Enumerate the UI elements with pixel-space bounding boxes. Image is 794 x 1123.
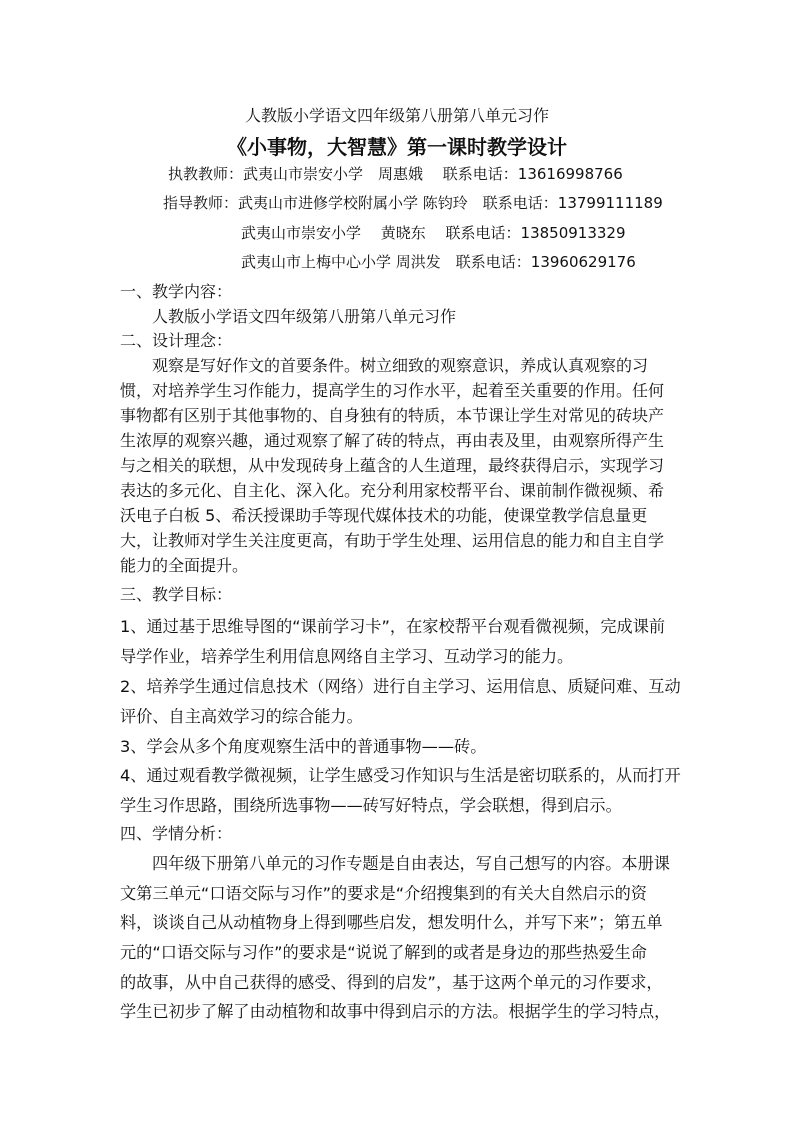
analysis-line: 元的“口语交际与习作”的要求是“说说了解到的或者是身边的那些热爱生命 — [120, 943, 647, 962]
paragraph-line: 生浓厚的观察兴趣，通过观察了解了砖的特点，再由表及里，由观察所得产生 — [120, 431, 665, 450]
paragraph-line: 惯，对培养学生习作能力，提高学生的习作水平，起着至关重要的作用。任何 — [120, 381, 665, 400]
teacher-info: 执教教师：武夷山市崇安小学 周惠娥 联系电话：13616998766 — [168, 165, 623, 183]
analysis-line: 四年级下册第八单元的习作专题是自由表达，写自己想写的内容。本册课 — [152, 854, 670, 873]
goal-line: 4、通过观看教学微视频，让学生感受习作知识与生活是密切联系的，从而打开 — [120, 766, 681, 785]
goal-line: 导学作业，培养学生利用信息网络自主学习、互动学习的能力。 — [120, 647, 574, 666]
goal-line: 3、学会从多个角度观察生活中的普通事物——砖。 — [120, 737, 487, 756]
analysis-line: 的故事，从中自己获得的感受、得到的启发”，基于这两个单元的习作要求， — [120, 973, 663, 992]
document-subtitle: 人教版小学语文四年级第八册第八单元习作 — [244, 106, 549, 125]
advisor-info-1: 指导教师：武夷山市进修学校附属小学 陈钧玲 联系电话：13799111189 — [163, 194, 663, 212]
advisor-info-3: 武夷山市上梅中心小学 周洪发 联系电话：13960629176 — [241, 253, 636, 271]
document-title: 《小事物，大智慧》第一课时教学设计 — [227, 135, 567, 159]
paragraph-line: 观察是写好作文的首要条件。树立细致的观察意识，养成认真观察的习 — [152, 356, 649, 375]
section-heading-content: 一、教学内容： — [120, 282, 233, 301]
paragraph-line: 大，让教师对学生关注度更高，有助于学生处理、运用信息的能力和自主自学 — [120, 531, 665, 550]
section-text-content: 人教版小学语文四年级第八册第八单元习作 — [152, 307, 457, 326]
section-heading-analysis: 四、学情分析： — [120, 824, 233, 843]
paragraph-line: 与之相关的联想，从中发现砖身上蕴含的人生道理，最终获得启示，实现学习 — [120, 456, 665, 475]
paragraph-line: 事物都有区别于其他事物的、自身独有的特质，本节课让学生对常见的砖块产 — [120, 406, 665, 425]
goal-line: 学生习作思路，围绕所选事物——砖写好特点，学会联想，得到启示。 — [120, 796, 622, 815]
advisor-info-2: 武夷山市崇安小学 黄晓东 联系电话：13850913329 — [241, 224, 626, 242]
goal-line: 1、通过基于思维导图的“课前学习卡”，在家校帮平台观看微视频，完成课前 — [120, 617, 666, 636]
paragraph-line: 沃电子白板 5、希沃授课助手等现代媒体技术的功能，使课堂教学信息量更 — [120, 506, 648, 525]
analysis-line: 料，谈谈自己从动植物身上得到哪些启发，想发明什么，并写下来”；第五单 — [120, 913, 663, 932]
section-heading-goals: 三、教学目标： — [120, 585, 233, 604]
paragraph-line: 表达的多元化、自主化、深入化。充分利用家校帮平台、课前制作微视频、希 — [120, 481, 665, 500]
goal-line: 评价、自主高效学习的综合能力。 — [120, 707, 363, 726]
paragraph-line: 能力的全面提升。 — [120, 556, 249, 575]
section-heading-concept: 二、设计理念： — [120, 331, 233, 350]
analysis-line: 学生已初步了解了由动植物和故事中得到启示的方法。根据学生的学习特点， — [120, 1002, 671, 1021]
goal-line: 2、培养学生通过信息技术（网络）进行自主学习、运用信息、质疑问难、互动 — [120, 677, 681, 696]
analysis-line: 文第三单元“口语交际与习作”的要求是“介绍搜集到的有关大自然启示的资 — [120, 884, 647, 903]
